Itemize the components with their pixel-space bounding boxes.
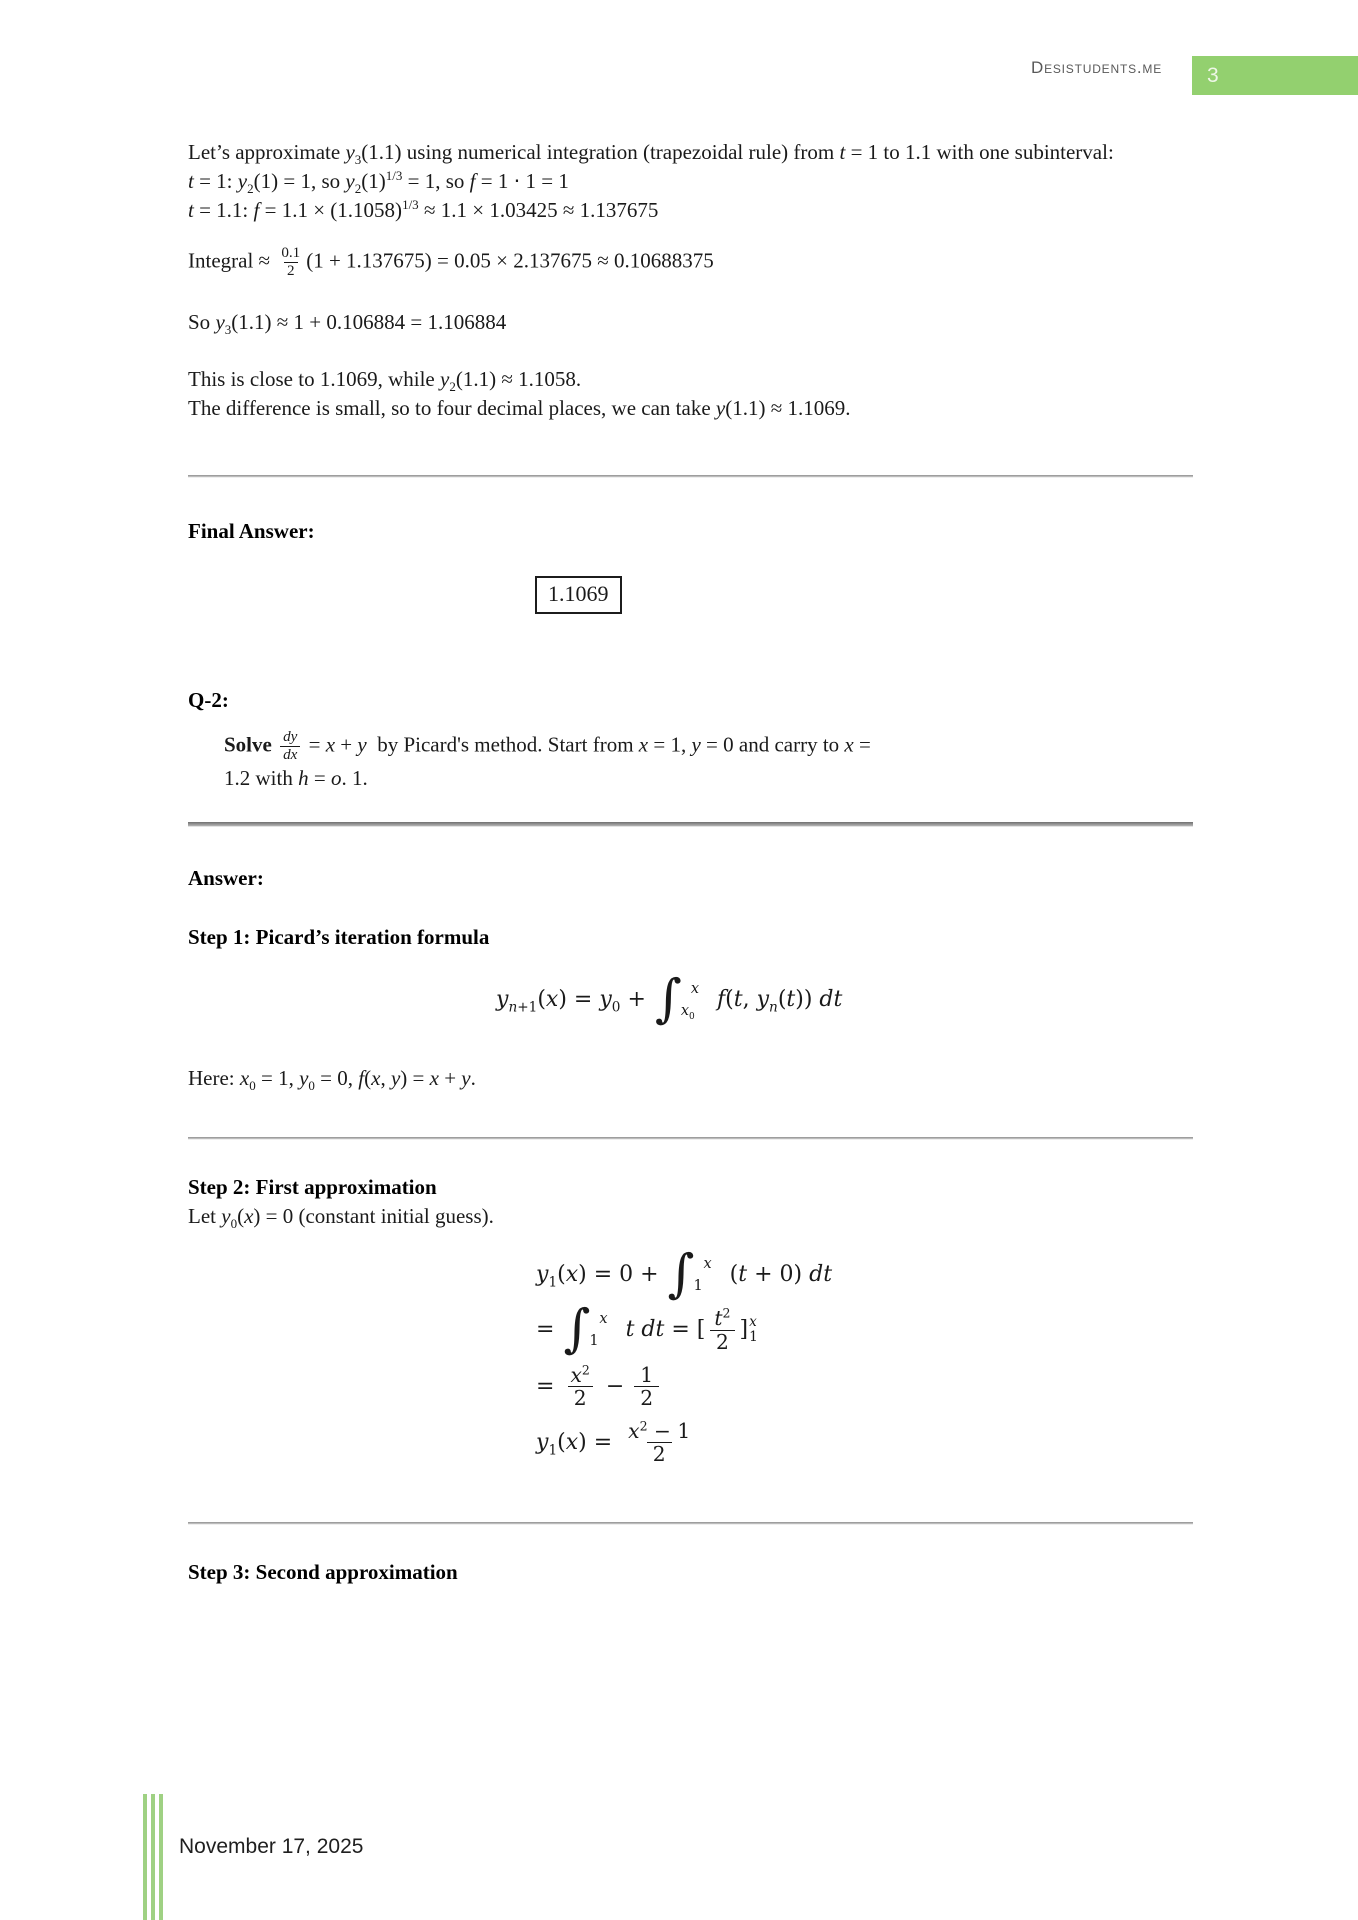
so-line: So $y_3(1.1) \approx 1 + 0.106884 = 1.106884$	[188, 309, 507, 337]
first-approximation-equations	[536, 1244, 1193, 1467]
question-2-line-1: Solve $\frac{dy}{dx}$ = x + y by Picard's method. Start from x = 1, y = 0 and carry to x =	[224, 728, 871, 763]
equation-y1-result: $y_1(x)$ = $\frac{x^2 - 1}{2}$	[536, 1418, 691, 1467]
final-answer-heading: Final Answer:	[188, 518, 315, 543]
section-divider	[188, 475, 1193, 477]
close-line-1: This is close to 1.1069, while $y_2(1.1) \approx 1.1058$.	[188, 366, 582, 394]
equation-t-dt: = ∫ x 1 t dt = [ $\frac{t^2}{2}$ ] x 1	[536, 1299, 758, 1360]
equation-y1-integral: $y_1(x) = 0$ + ∫ x 1 (t + 0) dt	[536, 1244, 833, 1305]
page-number: 3	[1207, 63, 1219, 87]
accent-bar	[151, 1794, 155, 1920]
intro-line-t1: t = 1: $y_2(1) = 1$, so $y_2(1)^{1/3} = 1$, so f = 1 ⋅ 1 = 1	[188, 167, 569, 197]
final-answer-row	[188, 576, 1193, 622]
question-2-statement	[224, 729, 1193, 793]
question-2-line-2: 1.2 with h = o. 1.	[224, 765, 368, 790]
step1-heading: Step 1: Picard’s iteration formula	[188, 925, 490, 950]
footer-accent-bars	[143, 1794, 163, 1920]
answer-heading: Answer:	[188, 866, 264, 891]
accent-bar	[143, 1794, 147, 1920]
step3-heading: Step 3: Second approximation	[188, 1560, 458, 1585]
equation-x2-halves: = $\frac{x^2}{2}$ − $\frac{1}{2}$	[536, 1364, 1193, 1410]
intro-paragraph: Let’s approximate $y_3(1.1)$ using numerical integration (trapezoidal rule) from t = 1 to 1.1 with one subinterval:	[188, 140, 1114, 168]
final-answer-box: 1.1069	[535, 576, 622, 614]
close-line-2: The difference is small, so to four decimal places, we can take y(1.1) ≈ 1.1069.	[188, 395, 851, 420]
step2-intro: Let $y_0(x) = 0$ (constant initial guess).	[188, 1204, 494, 1232]
site-name: Desistudents.me	[1030, 58, 1162, 77]
page-number-badge	[1192, 56, 1358, 95]
footer-date: November 17, 2025	[179, 1835, 364, 1858]
section-divider	[188, 1522, 1193, 1524]
picard-formula-equation: $y_{n+1}(x) = y_0$ + ∫ x $x_0$ f(t, $y_n(t)$) dt	[496, 969, 843, 1030]
section-divider	[188, 1137, 1193, 1139]
step2-heading: Step 2: First approximation	[188, 1175, 437, 1200]
close-paragraph	[188, 365, 1193, 423]
question-2-heading: Q-2:	[188, 687, 229, 712]
here-line: Here: $x_0 = 1$, $y_0 = 0$, f(x, y) = x + y.	[188, 1066, 476, 1094]
accent-bar	[159, 1794, 163, 1920]
intro-line-t11: t = 1.1: $f = 1.1 \times (1.1058)^{1/3} \approx 1.1 \times 1.03425 \approx 1.137675$	[188, 196, 659, 222]
question-divider	[188, 822, 1193, 826]
document-body	[188, 138, 1193, 1587]
integral-line: Integral ≈ $\frac{0.1}{2}$ (1 + 1.137675) = 0.05 × 2.137675 ≈ 0.10688375	[188, 244, 714, 279]
